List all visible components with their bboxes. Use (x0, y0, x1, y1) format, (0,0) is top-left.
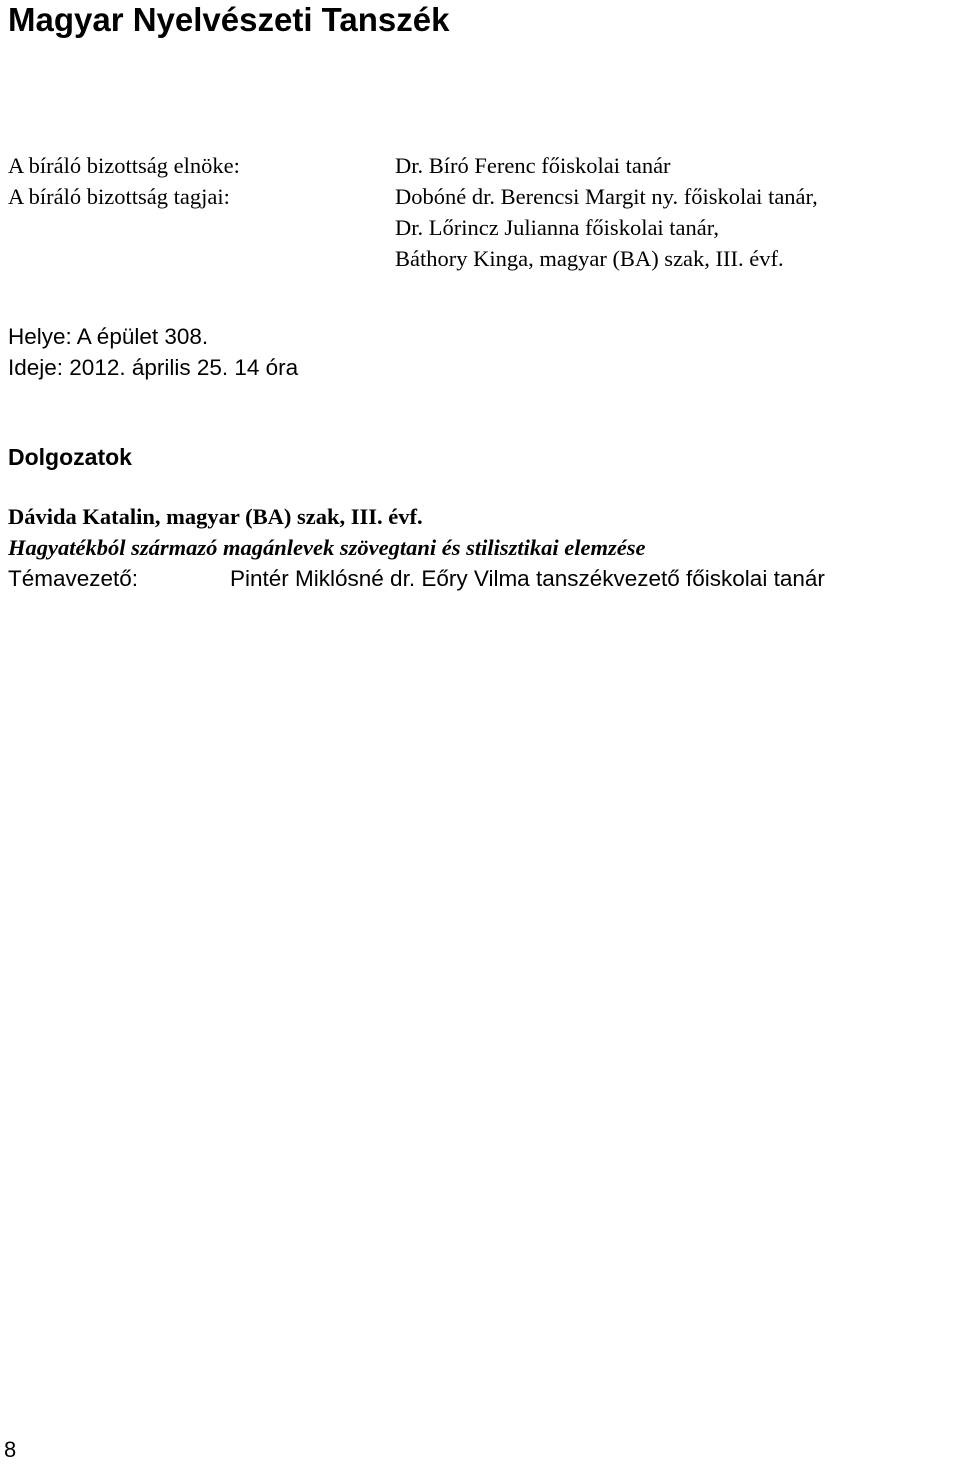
venue-time: Ideje: 2012. április 25. 14 óra (8, 355, 299, 380)
committee-member: Dobóné dr. Berencsi Margit ny. főiskolai tanár, (395, 184, 818, 209)
committee-member: Báthory Kinga, magyar (BA) szak, III. évf. (395, 246, 784, 271)
committee-label-spacer (8, 243, 395, 274)
thesis-author: Dávida Katalin, magyar (BA) szak, III. évf. (8, 504, 423, 529)
section-heading: Dolgozatok (8, 444, 132, 470)
committee-members-row (8, 243, 818, 274)
thesis-supervisor: Pintér Miklósné dr. Eőry Vilma tanszékvezető főiskolai tanár (230, 566, 825, 591)
committee-member: Dr. Lőrincz Julianna főiskolai tanár, (395, 215, 719, 240)
thesis-entry (8, 501, 825, 594)
page-number: 8 (4, 1437, 17, 1462)
committee-block (8, 150, 818, 274)
committee-members-row (8, 212, 818, 243)
thesis-title: Hagyatékból származó magánlevek szövegtani és stilisztikai elemzése (8, 535, 646, 560)
venue-place: Helye: A épület 308. (8, 324, 209, 349)
page-title: Magyar Nyelvészeti Tanszék (8, 1, 450, 38)
thesis-supervisor-label: Témavezető: (8, 566, 139, 591)
venue-block (8, 321, 298, 383)
thesis-supervisor-row (8, 563, 825, 594)
committee-chair: Dr. Bíró Ferenc főiskolai tanár (395, 153, 671, 178)
committee-members-row (8, 181, 818, 212)
committee-label-spacer (8, 212, 395, 243)
committee-chair-label: A bíráló bizottság elnöke: (8, 153, 240, 178)
committee-chair-row (8, 150, 818, 181)
committee-members-label: A bíráló bizottság tagjai: (8, 184, 230, 209)
